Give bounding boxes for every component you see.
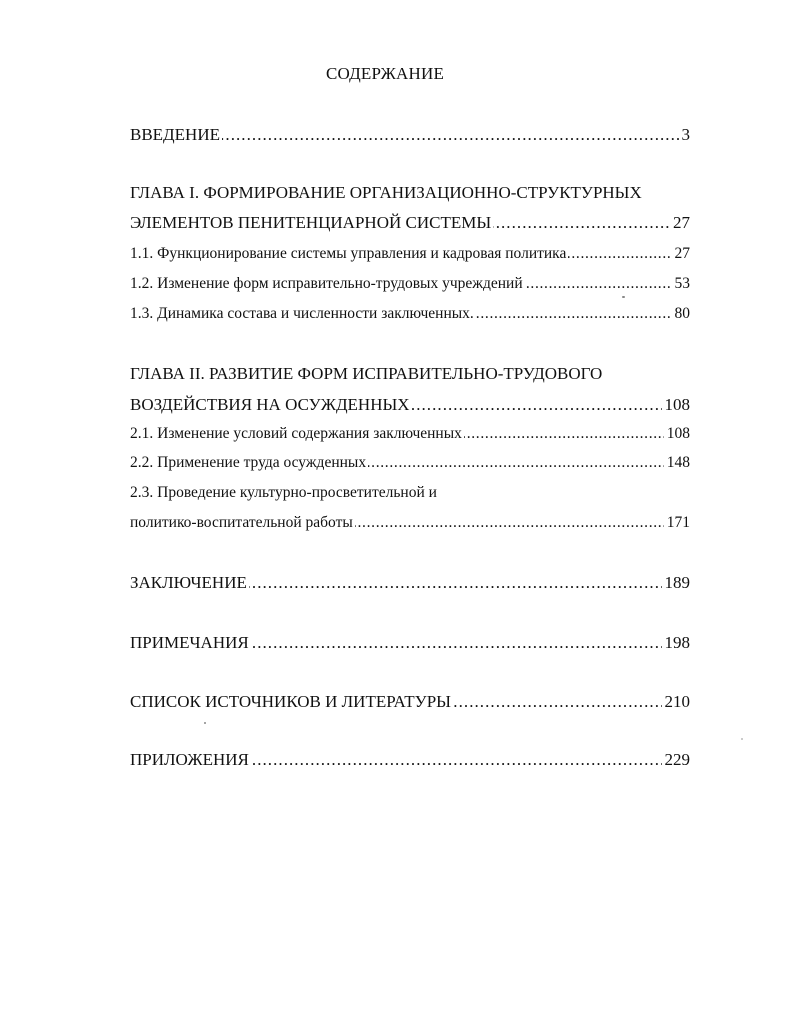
toc-label: ГЛАВА II. РАЗВИТИЕ ФОРМ ИСПРАВИТЕЛЬНО-ТРУДОВОГО: [130, 364, 603, 383]
toc-page-number: 189: [662, 573, 691, 593]
toc-page-number: 80: [672, 305, 691, 323]
toc-label: ЭЛЕМЕНТОВ ПЕНИТЕНЦИАРНОЙ СИСТЕМЫ: [130, 213, 492, 232]
toc-page-number: 27: [672, 245, 691, 263]
toc-entry-sources: [130, 692, 690, 712]
toc-page-number: 210: [662, 692, 691, 712]
scan-speck: [204, 722, 206, 724]
toc-entry-intro: [130, 125, 690, 145]
toc-label: ПРИМЕЧАНИЯ: [130, 633, 249, 652]
toc-page-number: 108: [664, 425, 690, 443]
toc-page-number: 27: [670, 213, 690, 233]
toc-label: ВОЗДЕЙСТВИЯ НА ОСУЖДЕННЫХ: [130, 395, 410, 414]
toc-section-1-2: [130, 275, 690, 293]
toc-label: ВВЕДЕНИЕ: [130, 125, 220, 144]
toc-label: ПРИЛОЖЕНИЯ: [130, 750, 249, 769]
toc-label: 2.1. Изменение условий содержания заключенных: [130, 425, 462, 442]
toc-entry-appendices: [130, 750, 690, 770]
scan-speck: [741, 738, 743, 740]
toc-label: ГЛАВА I. ФОРМИРОВАНИЕ ОРГАНИЗАЦИОННО-СТРУКТУРНЫХ: [130, 183, 642, 202]
toc-section-2-1: [130, 425, 690, 443]
toc-label: СПИСОК ИСТОЧНИКОВ И ЛИТЕРАТУРЫ: [130, 692, 451, 711]
scan-speck: [622, 296, 625, 298]
toc-page-number: 53: [672, 275, 691, 293]
page-title: СОДЕРЖАНИЕ: [325, 64, 445, 83]
toc-entry-conclusion: [130, 573, 690, 593]
toc-page-number: 171: [664, 514, 690, 532]
toc-page-number: 198: [662, 633, 691, 653]
toc-chapter-2-title: [130, 364, 690, 384]
toc-label: 1.3. Динамика состава и численности заключенных.: [130, 305, 474, 322]
toc-section-2-2: [130, 454, 690, 472]
toc-chapter-1-title: [130, 183, 690, 203]
toc-label: политико-воспитательной работы: [130, 514, 353, 531]
toc-section-2-3-cont: [130, 514, 690, 532]
toc-label: ЗАКЛЮЧЕНИЕ: [130, 573, 247, 592]
toc-section-2-3: [130, 484, 690, 502]
toc-page-number: 108: [662, 395, 691, 415]
toc-page-number: 229: [662, 750, 691, 770]
toc-page-number: 3: [679, 125, 691, 145]
toc-label: 1.2. Изменение форм исправительно-трудовых учреждений: [130, 275, 523, 292]
toc-label: 2.2. Применение труда осужденных: [130, 454, 367, 471]
toc-entry-notes: [130, 633, 690, 653]
toc-chapter-2-title-cont: [130, 395, 690, 415]
toc-section-1-3: [130, 305, 690, 323]
toc-page-number: 148: [664, 454, 690, 472]
toc-label: 2.3. Проведение культурно-просветительной и: [130, 484, 437, 501]
toc-section-1-1: [130, 245, 690, 263]
toc-chapter-1-title-cont: [130, 213, 690, 233]
toc-label: 1.1. Функционирование системы управления и кадровая политика: [130, 245, 567, 262]
